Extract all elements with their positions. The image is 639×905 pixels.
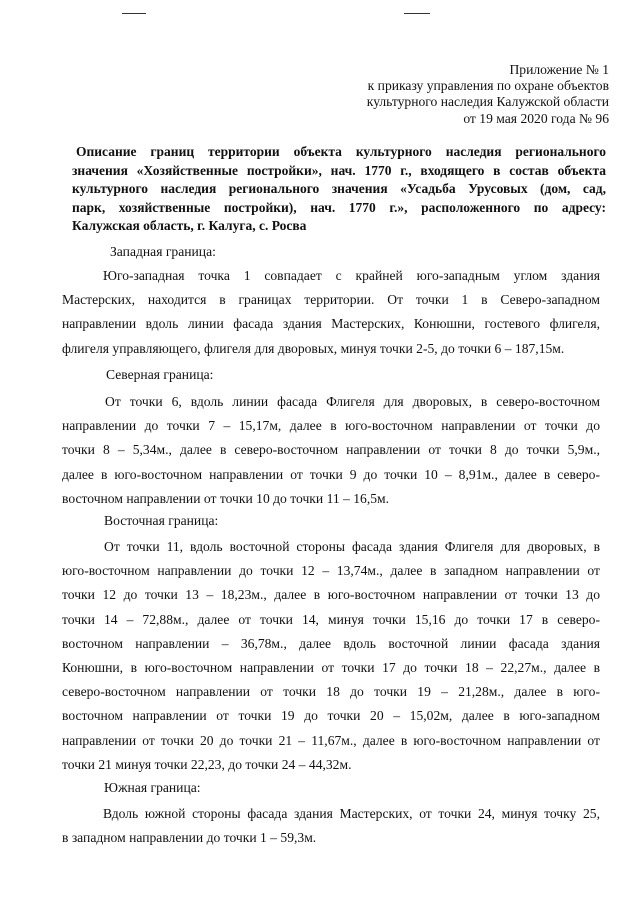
paragraph-line: точки 12 до точки 13 – 18,23м., далее в юго-восточном направлении от точки 13 до xyxy=(62,587,600,603)
title-line: парк, хозяйственные постройки), нач. 1770 г.», расположенного по адресу: xyxy=(72,199,606,215)
scan-mark-left xyxy=(122,13,146,14)
paragraph-line: далее в юго-восточном направлении от точки 9 до точки 10 – 8,91м., далее в северо- xyxy=(62,466,600,482)
section-heading-north: Северная граница: xyxy=(106,367,214,382)
paragraph-line: восточном направлении от точки 19 до точки 20 – 15,02м, далее в юго-западном xyxy=(62,708,600,724)
paragraph-line: восточном направлении – 36,78м., далее вдоль восточной линии фасада здания xyxy=(62,635,600,651)
title-line: Описание границ территории объекта культурного наследия регионального xyxy=(76,144,606,159)
paragraph-line: направлении до точки 7 – 15,17м, далее в юго-восточном направлении от точки до xyxy=(62,418,600,434)
paragraph-line: точки 21 минуя точки 22,23, до точки 24 – 44,32м. xyxy=(62,756,352,772)
paragraph-line: Вдоль южной стороны фасада здания Мастерских, от точки 24, минуя точку 25, xyxy=(103,806,600,821)
appendix-block xyxy=(367,62,609,127)
paragraph-line: направлении от точки 20 до точки 21 – 11,67м., далее в юго-восточном направлении от xyxy=(62,732,600,748)
section-body-east xyxy=(62,535,600,777)
paragraph-line: точки 14 – 72,88м., далее от точки 14, минуя точки 15,16 до точки 17 в северо- xyxy=(62,611,600,627)
section-heading-south: Южная граница: xyxy=(104,780,201,795)
title-line: значения «Хозяйственные постройки», нач. 1770 г., входящего в состав объекта xyxy=(72,162,606,178)
paragraph-line: направлении вдоль линии фасада здания Мастерских, Конюшни, гостевого флигеля, xyxy=(62,316,600,332)
section-body-west xyxy=(62,264,600,361)
paragraph-line: северо-восточном направлении от точки 18 до точки 19 – 21,28м., далее в юго- xyxy=(62,684,600,700)
title-line: культурного наследия регионального значения «Усадьба Урусовых (дом, сад, xyxy=(72,181,606,196)
paragraph-line: восточном направлении от точки 10 до точки 11 – 16,5м. xyxy=(62,490,390,506)
paragraph-line: Мастерских, находится в границах территории. От точки 1 в Северо-западном xyxy=(62,292,600,308)
paragraph-line: Конюшни, в юго-восточном направлении от точки 17 до точки 18 – 22,27м., далее в xyxy=(62,660,600,676)
document-title xyxy=(72,143,606,236)
appendix-authority: культурного наследия Калужской области xyxy=(366,94,609,110)
paragraph-line: Юго-западная точка 1 совпадает с крайней юго-западным углом здания xyxy=(103,268,600,283)
appendix-date: от 19 мая 2020 года № 96 xyxy=(463,110,609,126)
appendix-number: Приложение № 1 xyxy=(509,62,609,77)
title-line: Калужская область, г. Калуга, с. Росва xyxy=(72,218,307,233)
section-heading-west: Западная граница: xyxy=(110,244,216,259)
paragraph-line: в западном направлении до точки 1 – 59,3м. xyxy=(62,830,317,846)
paragraph-line: флигеля управляющего, флигеля для дворовых, минуя точки 2-5, до точки 6 – 187,15м. xyxy=(62,340,565,356)
section-body-north xyxy=(62,390,600,511)
paragraph-line: юго-восточном направлении до точки 12 – 13,74м., далее в западном направлении от xyxy=(62,563,600,579)
paragraph-line: точки 8 – 5,34м., далее в северо-восточном направлении от точки 8 до точки 5,9м., xyxy=(62,442,600,458)
appendix-order: к приказу управления по охране объектов xyxy=(367,78,609,94)
paragraph-line: От точки 6, вдоль линии фасада Флигеля для дворовых, в северо-восточном xyxy=(105,394,600,409)
paragraph-line: От точки 11, вдоль восточной стороны фасада здания Флигеля для дворовых, в xyxy=(104,539,600,554)
section-body-south xyxy=(62,802,600,850)
section-heading-east: Восточная граница: xyxy=(104,513,219,528)
scan-mark-right xyxy=(404,13,430,14)
